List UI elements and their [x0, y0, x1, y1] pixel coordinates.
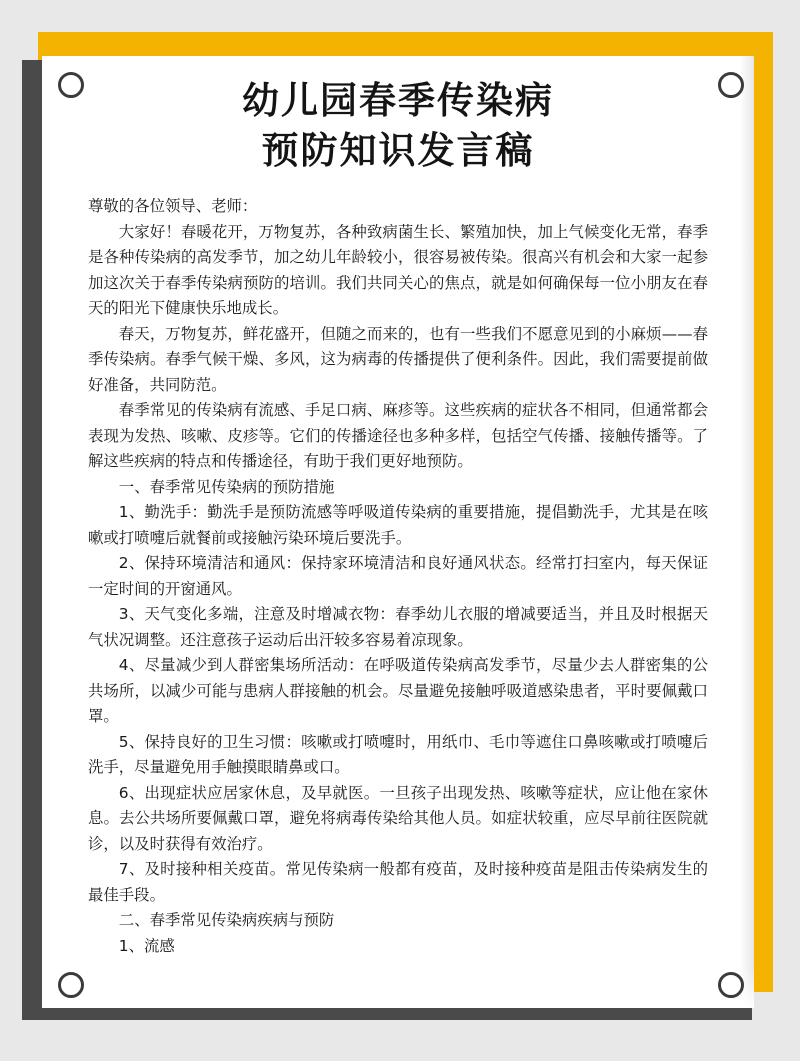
- title-line-2: 预防知识发言稿: [261, 129, 535, 172]
- paragraph-salutation: 尊敬的各位领导、老师：: [88, 197, 258, 215]
- paragraph-greeting: 大家好！春暖花开，万物复苏，各种致病菌生长、繁殖加快，加上气候变化无常，春季是各种传染病的高发季节，加之幼儿年龄较小，很容易被传染。很高兴有机会和大家一起参加这次关于春季传染病预防的培训。我们共同关心的焦点，就是如何确保每一位小朋友在春天的阳光下健康快乐地成长。: [88, 222, 708, 317]
- page-bottom-fade: [42, 968, 754, 1008]
- paragraph-item-flu: 1、流感: [118, 936, 175, 955]
- paragraph-measure-1: 1、勤洗手：勤洗手是预防流感等呼吸道传染病的重要措施，提倡勤洗手，尤其是在咳嗽或打喷嚏后就餐前或接触污染环境后要洗手。: [88, 503, 708, 547]
- document-body: [42, 182, 754, 959]
- paragraph-section-two-heading: 二、春季常见传染病疾病与预防: [118, 911, 335, 929]
- paragraph-measure-2: 2、保持环境清洁和通风：保持家环境清洁和良好通风状态。经常打扫室内，每天保证一定时间的开窗通风。: [88, 554, 708, 598]
- corner-rivet-top-right: [718, 72, 744, 98]
- corner-rivet-bottom-right: [718, 972, 744, 998]
- paragraph-spring-intro: 春天，万物复苏，鲜花盛开，但随之而来的，也有一些我们不愿意见到的小麻烦——春季传染病。春季气候干燥、多风，这为病毒的传播提供了便利条件。因此，我们需要提前做好准备，共同防范。: [88, 324, 708, 394]
- title-line-1: 幼儿园春季传染病: [242, 79, 554, 122]
- paragraph-measure-7: 7、及时接种相关疫苗。常见传染病一般都有疫苗，及时接种疫苗是阻击传染病发生的最佳手段。: [88, 860, 708, 904]
- page-fold-shadow: [740, 56, 754, 1008]
- document-paper: [42, 56, 754, 1008]
- paragraph-measure-3: 3、天气变化多端，注意及时增减衣物：春季幼儿衣服的增减要适当，并且及时根据天气状况调整。还注意孩子运动后出汗较多容易着凉现象。: [88, 605, 708, 649]
- corner-rivet-top-left: [58, 72, 84, 98]
- paragraph-measure-5: 5、保持良好的卫生习惯：咳嗽或打喷嚏时，用纸巾、毛巾等遮住口鼻咳嗽或打喷嚏后洗手，尽量避免用手触摸眼睛鼻或口。: [88, 732, 708, 776]
- paragraph-measure-4: 4、尽量减少到人群密集场所活动：在呼吸道传染病高发季节，尽量少去人群密集的公共场所，以减少可能与患病人群接触的机会。尽量避免接触呼吸道感染患者，平时要佩戴口罩。: [88, 656, 708, 725]
- paragraph-common-diseases: 春季常见的传染病有流感、手足口病、麻疹等。这些疾病的症状各不相同，但通常都会表现为发热、咳嗽、皮疹等。它们的传播途径也多种多样，包括空气传播、接触传播等。了解这些疾病的特点和传播途径，有助于我们更好地预防。: [88, 401, 708, 470]
- corner-rivet-bottom-left: [58, 972, 84, 998]
- page-title: [42, 56, 754, 182]
- paragraph-section-one-heading: 一、春季常见传染病的预防措施: [118, 477, 335, 496]
- paragraph-measure-6: 6、出现症状应居家休息，及早就医。一旦孩子出现发热、咳嗽等症状，应让他在家休息。去公共场所要佩戴口罩，避免将病毒传染给其他人员。如症状较重，应尽早前往医院就诊，以及时获得有效治疗。: [88, 783, 708, 853]
